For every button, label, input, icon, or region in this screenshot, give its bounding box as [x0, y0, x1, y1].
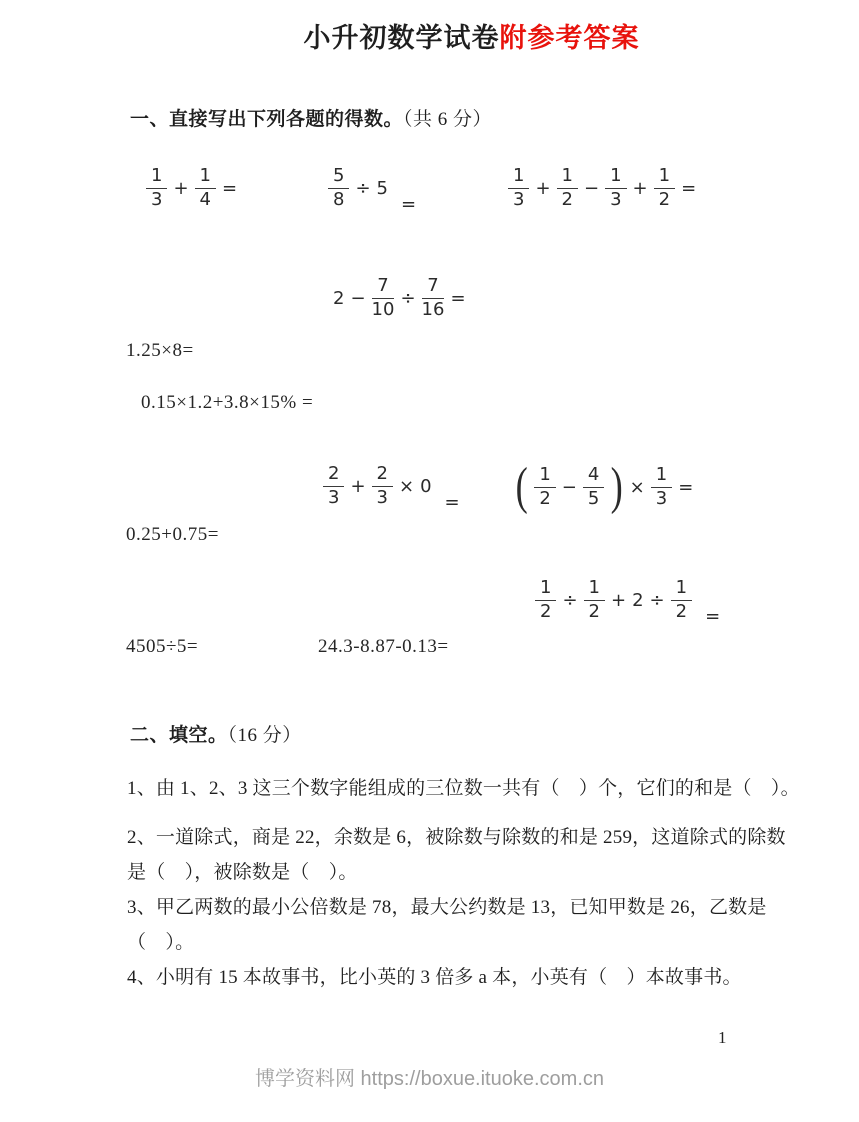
fraction [328, 166, 349, 210]
fraction [372, 464, 393, 508]
question-line: 4、小明有 15 本故事书，比小英的 3 倍多 a 本，小英有（ ）本故事书。 [127, 967, 742, 988]
fraction-numerator: 1 [654, 166, 675, 189]
fraction [422, 276, 445, 320]
fraction-denominator: 2 [540, 600, 552, 622]
math-token: 5 [376, 177, 388, 199]
math-expression-10 [532, 577, 721, 627]
fraction-denominator: 10 [371, 298, 395, 320]
math-expression-12: 24.3-8.87-0.13= [318, 636, 449, 657]
fraction-numerator: 1 [146, 166, 167, 189]
math-expression-1 [143, 166, 240, 210]
section1-heading-bold: 一、直接写出下列各题的得数。 [130, 109, 404, 130]
math-expression-9: 0.25+0.75= [126, 524, 219, 545]
fraction [651, 465, 672, 509]
question-4 [127, 960, 767, 995]
fraction [583, 465, 604, 509]
fraction-denominator: 8 [333, 188, 345, 210]
math-expression-5: 1.25×8= [126, 340, 194, 361]
math-token: = [401, 193, 417, 215]
fraction-numerator: 1 [605, 166, 626, 189]
fraction [195, 166, 216, 210]
math-token: 2 [632, 589, 644, 611]
math-token: + [611, 589, 627, 611]
fraction-numerator: 1 [651, 465, 672, 488]
math-token: × [629, 476, 645, 498]
page-title-black: 小升初数学试卷 [303, 23, 500, 53]
fraction-numerator: 2 [323, 464, 344, 487]
fraction [557, 166, 578, 210]
question-1 [127, 771, 800, 806]
section2-heading-points: （16 分） [227, 725, 302, 746]
section1-heading [130, 104, 492, 131]
question-line: 是（ ），被除数是（ ）。 [127, 862, 358, 883]
fraction-denominator: 16 [421, 298, 445, 320]
math-token: ÷ [562, 589, 578, 611]
question-line: 2、一道除式，商是 22，余数是 6，被除数与除数的和是 259，这道除式的除数 [127, 827, 786, 848]
page-number: 1 [718, 1028, 727, 1047]
fraction-numerator: 7 [372, 276, 393, 299]
fraction-numerator: 1 [557, 166, 578, 189]
math-token: = [444, 491, 460, 513]
math-expression-2 [325, 165, 417, 215]
question-2 [127, 820, 786, 890]
math-token: − [584, 177, 600, 199]
page-title [0, 16, 859, 55]
math-token: + [350, 475, 366, 497]
footer-watermark: 博学资料网 https://boxue.ituoke.com.cn [254, 1068, 605, 1090]
fraction-numerator: 4 [583, 465, 604, 488]
fraction [323, 464, 344, 508]
fraction-denominator: 4 [199, 188, 211, 210]
fraction [508, 166, 529, 210]
question-line: 3、甲乙两数的最小公倍数是 78，最大公约数是 13，已知甲数是 26，乙数是 [127, 897, 767, 918]
math-token: = [222, 177, 238, 199]
section2-heading [130, 720, 302, 747]
fraction-numerator: 1 [671, 578, 692, 601]
math-token: ) [610, 458, 624, 515]
math-token: + [535, 177, 551, 199]
question-line: 1、由 1、2、3 这三个数字能组成的三位数一共有（ ）个，它们的和是（ ）。 [127, 778, 800, 799]
math-token: ( [515, 458, 528, 515]
math-expression-8 [512, 458, 696, 515]
fraction [584, 578, 605, 622]
fraction-denominator: 3 [513, 188, 525, 210]
fraction-denominator: 2 [675, 600, 688, 622]
fraction-denominator: 3 [376, 486, 388, 508]
math-token: 2 [333, 287, 345, 309]
math-token: × [399, 475, 415, 497]
math-expression-4 [330, 276, 469, 320]
math-token: = [678, 476, 694, 498]
math-token: = [705, 605, 721, 627]
fraction-denominator: 3 [328, 486, 340, 508]
fraction-numerator: 7 [422, 276, 443, 299]
fraction [671, 578, 692, 622]
question-line: （ ）。 [127, 932, 195, 953]
math-expression-6: 0.15×1.2+3.8×15% = [141, 392, 314, 413]
math-token: + [173, 177, 189, 199]
fraction [605, 166, 626, 210]
fraction-numerator: 1 [535, 578, 556, 601]
math-token: ÷ [355, 177, 371, 199]
fraction [535, 578, 556, 622]
fraction-denominator: 2 [561, 188, 573, 210]
fraction-denominator: 2 [539, 487, 551, 509]
math-token: − [350, 287, 366, 309]
question-3 [127, 890, 767, 960]
math-token: 0 [420, 475, 432, 497]
section1-heading-points: （共 6 分） [403, 109, 493, 130]
fraction-numerator: 1 [508, 166, 529, 189]
fraction [654, 166, 675, 210]
math-expression-11: 4505÷5= [126, 636, 199, 657]
fraction-denominator: 3 [655, 487, 668, 509]
fraction-numerator: 5 [328, 166, 349, 189]
fraction-numerator: 2 [372, 464, 393, 487]
math-token: − [561, 476, 577, 498]
fraction-denominator: 5 [587, 487, 600, 509]
fraction-denominator: 2 [658, 188, 671, 210]
fraction [372, 276, 395, 320]
fraction-denominator: 3 [151, 188, 163, 210]
math-token: + [632, 177, 648, 199]
fraction-numerator: 1 [584, 578, 605, 601]
fraction [534, 465, 555, 509]
page-title-red: 附参考答案 [499, 23, 640, 53]
math-token: ÷ [649, 589, 665, 611]
math-token: ÷ [400, 287, 416, 309]
fraction [146, 166, 167, 210]
fraction-numerator: 1 [195, 166, 216, 189]
math-token: = [450, 287, 466, 309]
section2-heading-bold: 二、填空。 [130, 725, 228, 746]
math-expression-7 [320, 463, 460, 513]
math-token: = [681, 177, 697, 199]
fraction-denominator: 2 [588, 600, 600, 622]
fraction-numerator: 1 [534, 465, 555, 488]
fraction-denominator: 3 [610, 188, 622, 210]
math-expression-3 [505, 166, 699, 210]
